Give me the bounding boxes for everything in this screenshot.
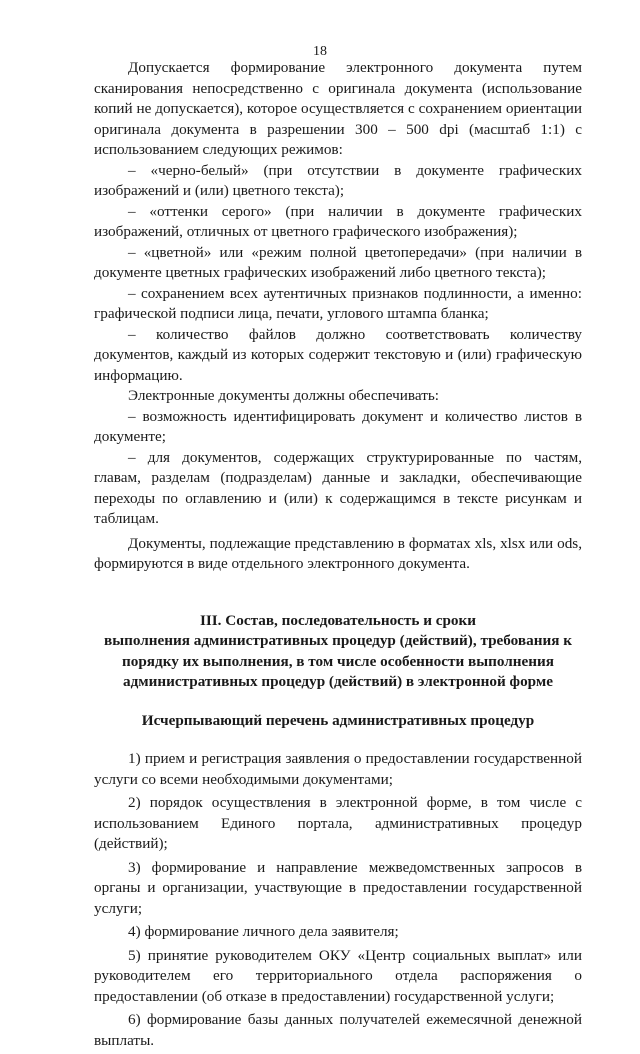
section-heading-line: выполнения административных процедур (действий), требования к [104, 632, 572, 649]
page-number: 18 [313, 44, 327, 59]
paragraph-scanning: Допускается формирование электронного документа путем сканирования непосредственно с оригинала документа (использование копий не допускается), которое осуществляется с сохранением ориентации оригинала документа в разрешении 300 – 500 dpi (масштаб 1:1) с использованием следующих режимов: [94, 59, 582, 158]
paragraph-formats: Документы, подлежащие представлению в форматах xls, xlsx или ods, формируются в виде отдельного электронного документа. [94, 534, 582, 572]
section-heading-line: административных процедур (действий) в электронной форме [123, 673, 553, 690]
paragraph-mode-color: – «цветной» или «режим полной цветопередачи» (при наличии в документе цветных графических изображений либо цветного текста); [94, 243, 582, 281]
list-item: 1) прием и регистрация заявления о предоставлении государственной услуги со всеми необходимыми документами; [94, 750, 582, 788]
paragraph-identify: – возможность идентифицировать документ и количество листов в документе; [94, 407, 582, 445]
section-heading [94, 611, 582, 693]
paragraph-file-count: – количество файлов должно соответствовать количеству документов, каждый из которых содержит текстовую и (или) графическую информацию. [94, 325, 582, 384]
list-item: 4) формирование личного дела заявителя; [128, 923, 399, 940]
paragraph-mode-gray: – «оттенки серого» (при наличии в документе графических изображений, отличных от цветного графического изображения); [94, 202, 582, 240]
list-item: 5) принятие руководителем ОКУ «Центр социальных выплат» или руководителем его территориального отдела распоряжения о предоставлении (об отказе в предоставлении) государственной услуги; [94, 946, 582, 1005]
list-item: 3) формирование и направление межведомственных запросов в органы и организации, участвующие в предоставлении государственной услуги; [94, 858, 582, 917]
sub-heading: Исчерпывающий перечень административных процедур [141, 711, 535, 729]
list-item: 2) порядок осуществления в электронной форме, в том числе с использованием Единого портала, административных процедур (действий); [94, 794, 582, 852]
list-item: 6) формирование базы данных получателей ежемесячной денежной выплаты. [94, 1011, 582, 1049]
paragraph-authenticity: – сохранением всех аутентичных признаков подлинности, а именно: графической подписи лица, печати, углового штампа бланка; [94, 284, 582, 322]
paragraph-requirements: Электронные документы должны обеспечивать: [128, 387, 439, 404]
section-heading-line: III. Состав, последовательность и сроки [199, 611, 477, 629]
section-heading-line: порядку их выполнения, в том числе особенности выполнения [122, 652, 554, 670]
paragraph-structured: – для документов, содержащих структурированные по частям, главам, разделам (подразделам) данные и закладки, обеспечивающие переходы по оглавлению и (или) к содержащимся в тексте рисункам и таблицам. [94, 448, 582, 527]
procedures-list [94, 749, 582, 1051]
paragraph-mode-bw: – «черно-белый» (при отсутствии в документе графических изображений и (или) цветного текста); [94, 161, 582, 199]
